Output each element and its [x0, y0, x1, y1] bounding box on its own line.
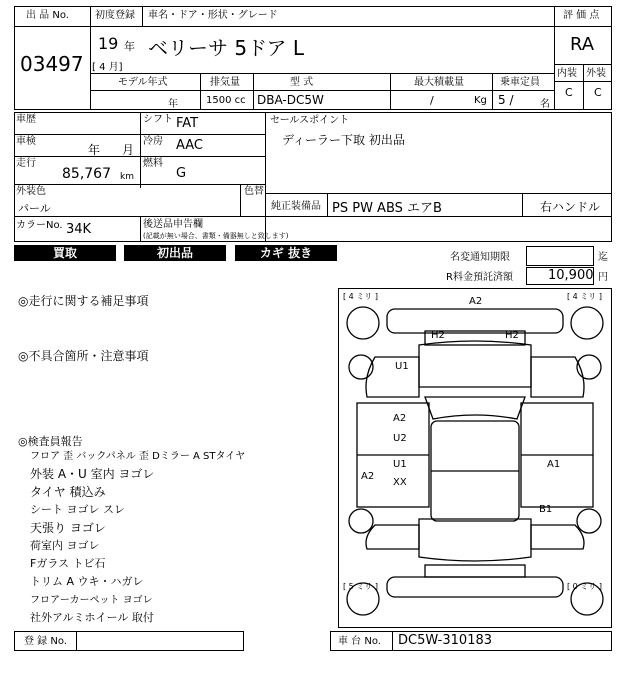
inspector-line: タイヤ 積込み	[30, 485, 106, 499]
car-outline	[339, 289, 611, 627]
inspector-line: 荷室内 ヨゴレ	[30, 539, 100, 552]
equipment-label: 純正装備品	[271, 201, 321, 212]
name-change-deadline-label: 名変通知期限	[450, 252, 510, 263]
history-label: 車歴	[16, 114, 36, 125]
exterior-grade: C	[594, 86, 602, 99]
inspector-line: 天張り ヨゴレ	[30, 521, 106, 535]
fuel: G	[176, 166, 187, 181]
inspector-report	[30, 447, 245, 627]
max-load-slash: /	[430, 94, 434, 107]
car-name-label: 車名・ドア・形状・グレード	[148, 10, 278, 21]
name-change-deadline-box	[526, 246, 594, 266]
car-name: ベリーサ 5ドア L	[148, 36, 304, 60]
exterior-color-label: 外装色	[16, 186, 46, 197]
rear-right-tire-depth: [ 0 ミリ ]	[567, 582, 602, 591]
fuel-label: 燃料	[143, 158, 163, 169]
color-no-label: カラーNo.	[16, 220, 63, 231]
displacement-label: 排気量	[210, 77, 240, 88]
rear-left-tire-depth: [ 5 ミリ ]	[343, 582, 378, 591]
exterior-label: 外装	[586, 68, 606, 79]
inspection-month: 月	[122, 143, 135, 157]
score-label: 評 価 点	[563, 10, 600, 21]
first-reg-month: [ 4 月]	[92, 62, 123, 73]
model-year-label: モデル年式	[118, 77, 168, 88]
recolor-label: 色替	[244, 186, 264, 197]
recycle-fee-unit: 円	[598, 272, 608, 283]
interior-grade: C	[565, 86, 573, 99]
shift: FAT	[176, 116, 199, 131]
capacity: 5 /	[498, 93, 514, 107]
damage-mark: A2	[469, 296, 483, 307]
damage-mark: U2	[393, 433, 407, 444]
damage-mark: A1	[547, 459, 561, 470]
inspector-title: ◎検査員報告	[18, 435, 83, 448]
exterior-color: パール	[18, 202, 51, 215]
type-label: 型 式	[290, 77, 314, 88]
type-code: DBA-DC5W	[257, 93, 324, 107]
tag-buyout: 買取	[14, 245, 116, 261]
aircon-label: 冷房	[143, 136, 163, 147]
lot-no: 03497	[20, 52, 84, 76]
recycle-fee-label: R料金預託済額	[446, 272, 513, 283]
capacity-label: 乗車定員	[500, 77, 540, 88]
car-diagram	[338, 288, 612, 628]
inspector-line: 社外アルミホイール 取付	[30, 611, 154, 624]
post-docs-label: 後送品申告欄	[143, 219, 203, 230]
inspector-line: フロアーカーペット ヨゴレ	[30, 595, 153, 606]
damage-mark: U1	[395, 361, 409, 372]
max-load-label: 最大積載量	[414, 77, 464, 88]
mileage-label: 走行	[16, 158, 36, 169]
tag-first-listing: 初出品	[124, 245, 226, 261]
recycle-fee-value: 10,900	[548, 268, 594, 283]
damage-mark: XX	[393, 477, 407, 488]
sales-point: ディーラー下取 初出品	[282, 133, 405, 147]
first-reg-label: 初度登録	[95, 10, 135, 21]
mileage-unit: km	[120, 172, 134, 182]
displacement: 1500 cc	[206, 95, 246, 106]
defects-title: ◎不具合箇所・注意事項	[18, 349, 149, 363]
capacity-unit: 名	[540, 99, 550, 110]
shift-label: シフト	[143, 114, 173, 125]
front-left-tire-depth: [ 4 ミリ ]	[343, 292, 378, 301]
damage-mark: U1	[393, 459, 407, 470]
damage-mark: B1	[539, 504, 553, 515]
aircon: AAC	[176, 138, 203, 153]
inspector-line: 外装 A・U 室内 ヨゴレ	[30, 467, 155, 481]
post-docs-note: (記載が無い場合、書類・備器無しと致します)	[143, 232, 289, 240]
mileage: 85,767	[62, 166, 111, 182]
lot-no-label: 出 品 No.	[26, 10, 69, 21]
damage-mark: H2	[505, 330, 519, 341]
front-right-tire-depth: [ 4 ミリ ]	[567, 292, 602, 301]
inspector-line: Fガラス トビ石	[30, 557, 106, 570]
name-change-deadline-unit: 迄	[598, 252, 608, 263]
inspection-year: 年	[88, 143, 101, 157]
damage-mark: A2	[393, 413, 407, 424]
color-no: 34K	[66, 222, 92, 237]
inspection-label: 車検	[16, 136, 36, 147]
first-reg-year-unit: 年	[124, 40, 135, 53]
steering: 右ハンドル	[540, 200, 601, 214]
inspector-line: フロア 歪 バックパネル 歪 Dミラー A STタイヤ	[30, 451, 246, 462]
chassis-no: DC5W-310183	[398, 633, 493, 648]
interior-label: 内装	[557, 68, 577, 79]
damage-mark: H2	[431, 330, 445, 341]
score: RA	[570, 34, 595, 55]
inspector-line: シート ヨゴレ スレ	[30, 503, 125, 516]
first-reg-year: 19	[98, 34, 119, 53]
damage-mark: A2	[361, 471, 375, 482]
reg-no-label: 登 録 No.	[24, 636, 67, 647]
model-year-unit: 年	[168, 99, 178, 110]
inspector-line: トリム A ウキ・ハガレ	[30, 575, 144, 588]
supplement-title: ◎走行に関する補足事項	[18, 294, 149, 308]
sales-point-label: セールスポイント	[270, 115, 350, 126]
max-load-unit: Kg	[474, 95, 487, 106]
equipment: PS PW ABS エアB	[332, 201, 442, 216]
chassis-no-label: 車 台 No.	[338, 636, 381, 647]
tag-key-removed: カギ 抜き	[235, 245, 337, 261]
